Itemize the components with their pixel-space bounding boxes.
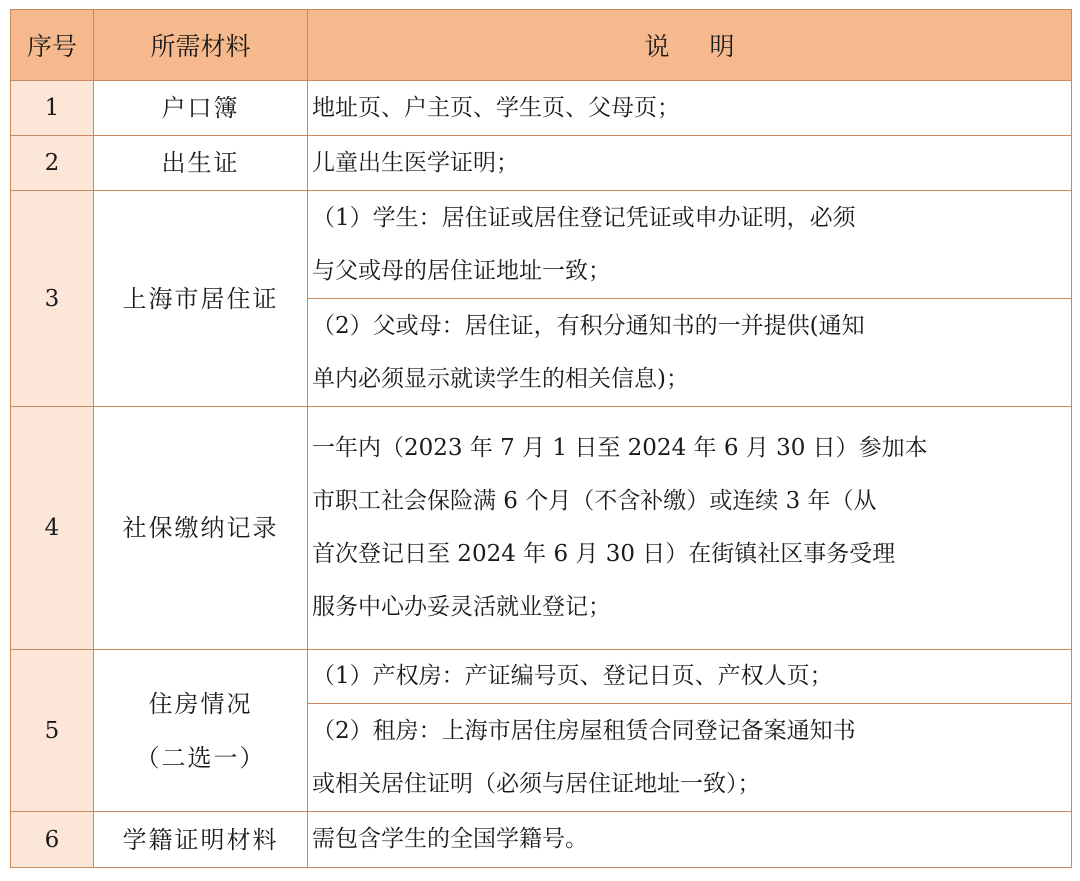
description-line: 服务中心办妥灵活就业登记；: [312, 594, 611, 620]
description-line: 或相关居住证明（必须与居住证地址一致）；: [312, 770, 761, 797]
row-description: [308, 812, 1072, 868]
row-description: [308, 407, 1072, 650]
row-material: 出生证: [94, 136, 308, 191]
description-line: 地址页、户主页、学生页、父母页；: [312, 94, 680, 121]
row-material: [94, 650, 308, 812]
description-line: （1）产权房：产证编号页、登记日页、产权人页；: [312, 663, 833, 689]
table-row: [11, 81, 1072, 136]
row-number: 2: [11, 136, 94, 191]
header-material: 所需材料: [94, 10, 308, 81]
description-line: （2）租房：上海市居住房屋租赁合同登记备案通知书: [312, 717, 856, 744]
description-line: 市职工社会保险满 6 个月（不含补缴）或连续 3 年（从: [312, 488, 877, 514]
description-line: 单内必须显示就读学生的相关信息)；: [312, 365, 689, 392]
row-description-sub: [308, 704, 1072, 812]
row-material: 上海市居住证: [94, 191, 308, 407]
table-row: [11, 136, 1072, 191]
row-description: [308, 136, 1072, 191]
material-line: （二选一）: [135, 743, 266, 772]
description-line: 儿童出生医学证明；: [312, 149, 519, 176]
row-number: 6: [11, 812, 94, 868]
row-number: 3: [11, 191, 94, 407]
material-line: 住房情况: [148, 689, 253, 718]
materials-table: [10, 9, 1072, 868]
row-description-sub: [308, 299, 1072, 407]
row-number: 5: [11, 650, 94, 812]
header-no: 序号: [11, 10, 94, 81]
header-description: 说明: [308, 10, 1072, 81]
table-row: [11, 407, 1072, 650]
header-row: [11, 10, 1072, 81]
row-material: 学籍证明材料: [94, 812, 308, 868]
description-line: （1）学生：居住证或居住登记凭证或申办证明，必须: [312, 204, 856, 231]
materials-table-container: [10, 9, 1071, 868]
row-material: 户口簿: [94, 81, 308, 136]
description-line: 一年内（2023 年 7 月 1 日至 2024 年 6 月 30 日）参加本: [312, 435, 928, 461]
row-material: 社保缴纳记录: [94, 407, 308, 650]
table-row: [11, 650, 1072, 704]
table-row: [11, 191, 1072, 299]
description-line: （2）父或母：居住证，有积分通知书的一并提供(通知: [312, 312, 865, 339]
description-line: 需包含学生的全国学籍号。: [312, 826, 588, 852]
description-line: 首次登记日至 2024 年 6 月 30 日）在街镇社区事务受理: [312, 541, 896, 567]
row-number: 4: [11, 407, 94, 650]
table-row: [11, 812, 1072, 868]
row-description-sub: [308, 191, 1072, 299]
description-line: 与父或母的居住证地址一致；: [312, 257, 611, 284]
row-description-sub: [308, 650, 1072, 704]
row-description: [308, 81, 1072, 136]
row-number: 1: [11, 81, 94, 136]
